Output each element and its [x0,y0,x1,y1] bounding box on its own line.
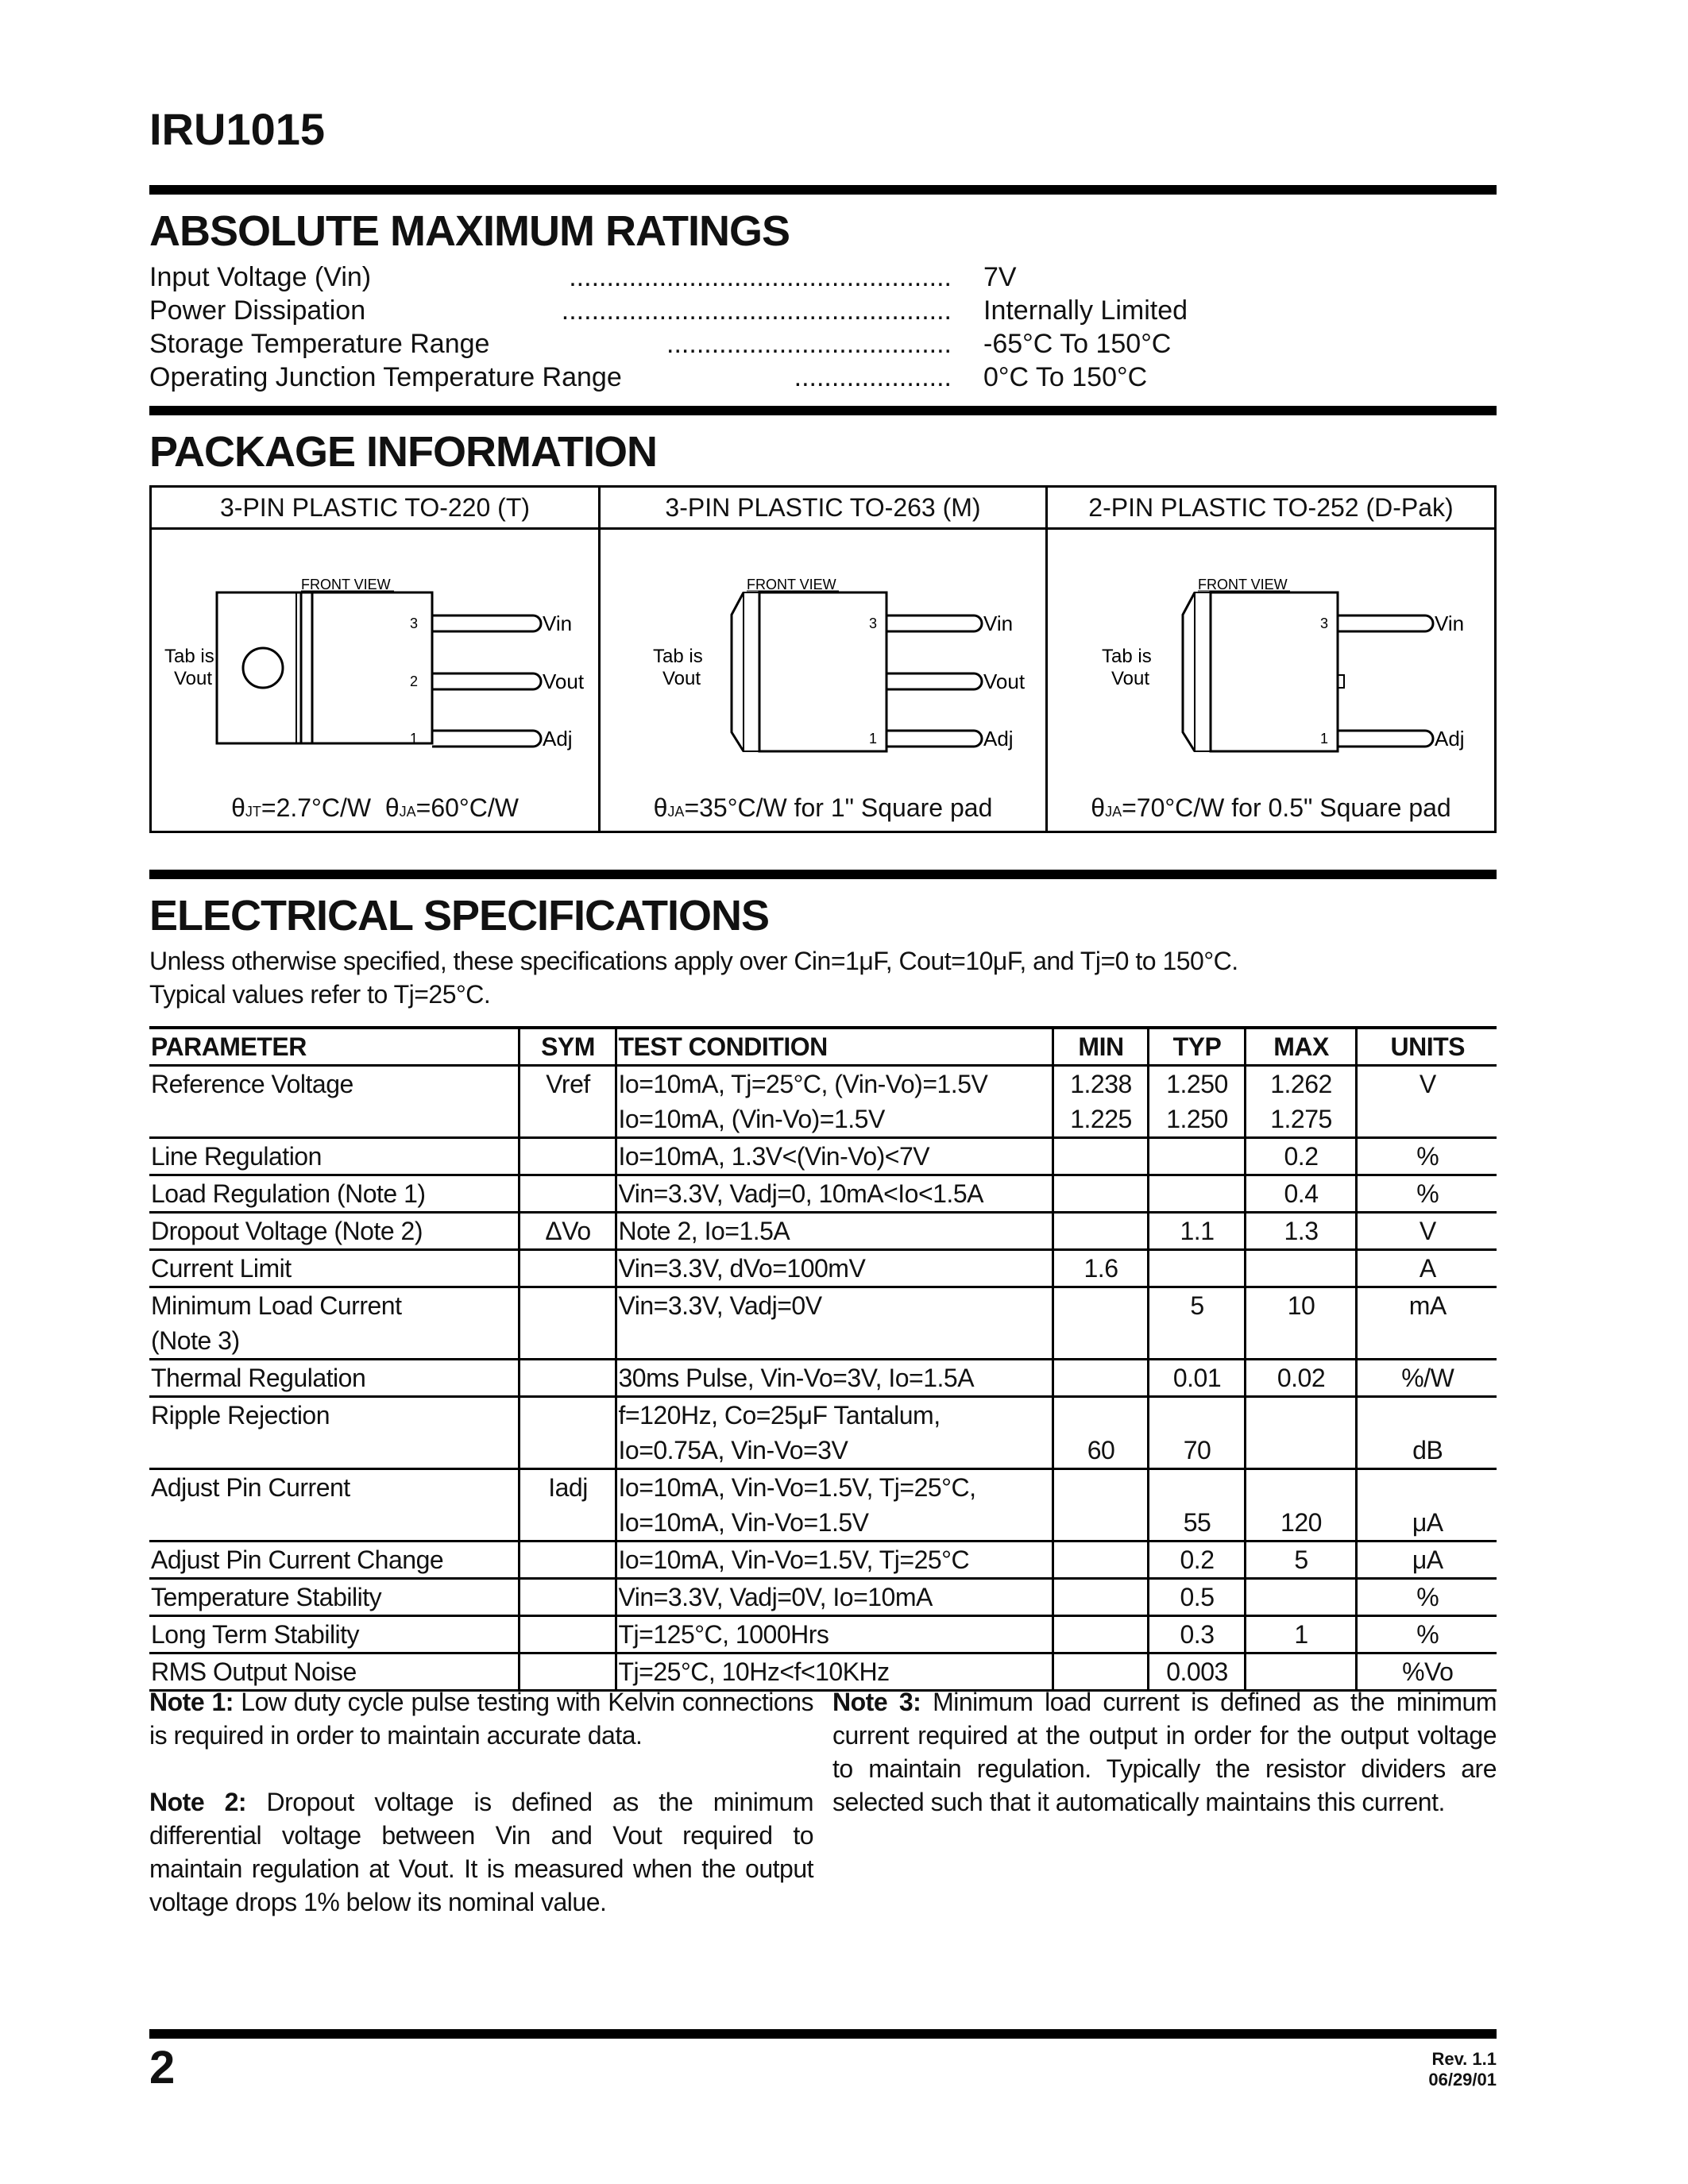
page-number: 2 [149,2042,176,2093]
spec-min: 60 [1053,1433,1148,1469]
footer-rule [149,2029,1497,2039]
tab-label: Tab is [653,646,703,667]
col-header-parameter: PARAMETER [149,1028,519,1066]
spec-units [1356,1323,1497,1360]
spec-symbol [519,1616,616,1653]
spec-units: % [1356,1579,1497,1616]
to263-drawing [601,535,1045,774]
spec-typ: 0.3 [1148,1616,1245,1653]
spec-test-condition: Io=10mA, Vin-Vo=1.5V [616,1505,1053,1542]
package-to252 [1048,488,1494,831]
table-row [149,1175,1497,1213]
abs-max-value: Internally Limited [983,295,1188,326]
spec-min [1053,1616,1148,1653]
spec-test-condition: f=120Hz, Co=25μF Tantalum, [616,1397,1053,1433]
spec-symbol [519,1287,616,1324]
package-to263 [601,488,1045,831]
theta-symbol: θ [231,793,245,822]
table-row [149,1102,1497,1138]
abs-max-value: 0°C To 150°C [983,362,1148,392]
spec-table-body [149,1066,1497,1691]
electrical-spec-title: ELECTRICAL SPECIFICATIONS [149,892,770,940]
pin-number: 1 [410,731,419,747]
spec-min [1053,1397,1148,1433]
header-rule [149,185,1497,195]
note-3 [832,1685,1497,1819]
front-view-label: FRONT VIEW [1198,577,1288,592]
spec-symbol [519,1360,616,1397]
spec-typ [1148,1250,1245,1287]
pin-label-vout: Vout [543,669,585,693]
pin-number: 3 [869,615,878,631]
pin-number: 2 [410,673,419,689]
note-label: Note 1: [149,1688,234,1716]
spec-typ: 0.2 [1148,1542,1245,1579]
abs-max-value: 7V [983,262,1017,292]
note-2 [149,1785,813,1919]
theta-subscript: JA [667,804,685,820]
table-header-row [149,1028,1497,1066]
spec-parameter: Temperature Stability [149,1579,519,1616]
spec-max: 1.3 [1245,1213,1356,1250]
table-row [149,1250,1497,1287]
spec-typ [1148,1175,1245,1213]
theta-subscript: JA [1105,804,1122,820]
spec-parameter [149,1505,519,1542]
table-row [149,1323,1497,1360]
front-view-label: FRONT VIEW [747,577,836,592]
spec-min [1053,1360,1148,1397]
col-header-units: UNITS [1356,1028,1497,1066]
abs-max-label: Storage Temperature Range [149,329,490,359]
spec-typ: 0.5 [1148,1579,1245,1616]
to252-drawing [1048,535,1494,774]
spec-symbol [519,1138,616,1175]
table-row [149,1433,1497,1469]
spec-test-condition: Vin=3.3V, dVo=100mV [616,1250,1053,1287]
section-rule [149,870,1497,879]
abs-max-label: Input Voltage (Vin) [149,262,372,292]
spec-units: %Vo [1356,1653,1497,1691]
abs-max-row [149,362,1261,396]
table-row [149,1138,1497,1175]
tab-label: Tab is [1102,646,1152,667]
spec-typ [1148,1469,1245,1506]
table-row [149,1360,1497,1397]
spec-parameter: Adjust Pin Current Change [149,1542,519,1579]
spec-min: 1.225 [1053,1102,1148,1138]
theta-symbol: θ [653,793,668,822]
spec-symbol: ΔVo [519,1213,616,1250]
spec-max: 1 [1245,1616,1356,1653]
spec-units: dB [1356,1433,1497,1469]
spec-units: μA [1356,1542,1497,1579]
tab-label: Vout [1111,668,1150,689]
col-header-typ: TYP [1148,1028,1245,1066]
spec-min [1053,1287,1148,1324]
spec-parameter [149,1433,519,1469]
thermal-resistance [1048,793,1494,823]
part-number-title: IRU1015 [149,104,326,154]
spec-parameter: RMS Output Noise [149,1653,519,1691]
spec-parameter: Long Term Stability [149,1616,519,1653]
spec-min: 1.238 [1053,1066,1148,1102]
spec-parameter: Dropout Voltage (Note 2) [149,1213,519,1250]
package-header: 3-PIN PLASTIC TO-263 (M) [601,488,1045,530]
spec-test-condition: Vin=3.3V, Vadj=0V [616,1287,1053,1324]
pin-label-vin: Vin [983,612,1014,635]
col-header-max: MAX [1245,1028,1356,1066]
col-header-sym: SYM [519,1028,616,1066]
spec-typ: 1.250 [1148,1066,1245,1102]
spec-typ: 0.003 [1148,1653,1245,1691]
tab-label: Vout [174,668,213,689]
spec-symbol [519,1505,616,1542]
spec-units: V [1356,1213,1497,1250]
theta-value: =60°C/W [415,793,519,822]
theta-value: =70°C/W for 0.5" Square pad [1122,793,1451,822]
spec-typ [1148,1138,1245,1175]
spec-max: 0.02 [1245,1360,1356,1397]
revision: Rev. 1.1 [1431,2049,1497,2069]
pin-label-vin: Vin [1435,612,1465,635]
note-text: Minimum load current is defined as the minimum current required at the output in order for the output voltage to maintain regulation. Typically the resistor dividers are selected such that it automatically maintains this current. [832,1688,1497,1816]
spec-min [1053,1175,1148,1213]
spec-typ [1148,1397,1245,1433]
spec-test-condition: Tj=25°C, 10Hz<f<10KHz [616,1653,1053,1691]
spec-symbol [519,1323,616,1360]
spec-typ: 1.1 [1148,1213,1245,1250]
abs-max-title: ABSOLUTE MAXIMUM RATINGS [149,207,790,255]
tab-label: Tab is [164,646,214,667]
spec-max [1245,1397,1356,1433]
spec-max [1245,1469,1356,1506]
table-row [149,1616,1497,1653]
col-header-min: MIN [1053,1028,1148,1066]
spec-symbol [519,1102,616,1138]
abs-max-label: Operating Junction Temperature Range [149,362,622,392]
to220-drawing [152,535,598,774]
pin-number: 3 [1320,615,1329,631]
section-rule [149,406,1497,415]
spec-symbol [519,1433,616,1469]
spec-max: 0.4 [1245,1175,1356,1213]
table-row [149,1505,1497,1542]
electrical-spec-table [149,1026,1497,1692]
spec-test-condition [616,1323,1053,1360]
spec-test-condition: Io=10mA, (Vin-Vo)=1.5V [616,1102,1053,1138]
spec-max: 10 [1245,1287,1356,1324]
spec-parameter: Load Regulation (Note 1) [149,1175,519,1213]
spec-typ: 0.01 [1148,1360,1245,1397]
table-row [149,1579,1497,1616]
spec-test-condition: Io=10mA, Vin-Vo=1.5V, Tj=25°C [616,1542,1053,1579]
spec-units [1356,1397,1497,1433]
note-1 [149,1685,813,1752]
pin-number: 1 [869,731,878,747]
spec-symbol [519,1542,616,1579]
dot-leader: .................................................... [561,295,952,326]
spec-typ: 70 [1148,1433,1245,1469]
spec-test-condition: Io=10mA, Tj=25°C, (Vin-Vo)=1.5V [616,1066,1053,1102]
dot-leader: ..................... [794,362,952,392]
package-table [149,485,1497,833]
spec-min [1053,1542,1148,1579]
spec-symbol: Iadj [519,1469,616,1506]
thermal-resistance [152,793,598,823]
spec-test-condition: Io=0.75A, Vin-Vo=3V [616,1433,1053,1469]
spec-intro-line: Typical values refer to Tj=25°C. [149,980,491,1009]
pin-label-adj: Adj [543,727,573,751]
spec-test-condition: 30ms Pulse, Vin-Vo=3V, Io=1.5A [616,1360,1053,1397]
dot-leader: ...................................... [666,329,952,359]
spec-test-condition: Vin=3.3V, Vadj=0, 10mA<Io<1.5A [616,1175,1053,1213]
spec-units: % [1356,1138,1497,1175]
spec-units: mA [1356,1287,1497,1324]
pin-number: 1 [1320,731,1329,747]
spec-max: 1.262 [1245,1066,1356,1102]
spec-parameter: Adjust Pin Current [151,1473,350,1502]
spec-parameter: Reference Voltage [151,1070,353,1098]
spec-max [1245,1323,1356,1360]
spec-units: A [1356,1250,1497,1287]
spec-parameter: Line Regulation [149,1138,519,1175]
spec-symbol [519,1175,616,1213]
spec-parameter [149,1102,519,1138]
spec-symbol [519,1579,616,1616]
abs-max-label: Power Dissipation [149,295,366,326]
spec-units [1356,1102,1497,1138]
package-info-title: PACKAGE INFORMATION [149,428,657,476]
table-row [149,1213,1497,1250]
spec-max [1245,1579,1356,1616]
package-header: 3-PIN PLASTIC TO-220 (T) [152,488,598,530]
pin-label-vin: Vin [543,612,573,635]
spec-max: 120 [1245,1505,1356,1542]
abs-max-row [149,262,1261,295]
spec-parameter: Current Limit [149,1250,519,1287]
abs-max-row [149,295,1261,329]
spec-units: % [1356,1616,1497,1653]
spec-max [1245,1250,1356,1287]
col-header-test: TEST CONDITION [616,1028,1053,1066]
spec-min [1053,1579,1148,1616]
spec-min [1053,1213,1148,1250]
spec-units: μA [1356,1505,1497,1542]
spec-units: % [1356,1175,1497,1213]
spec-typ: 1.250 [1148,1102,1245,1138]
table-row [149,1469,1497,1506]
spec-typ [1148,1323,1245,1360]
revision-block [1428,2049,1497,2090]
spec-typ: 5 [1148,1287,1245,1324]
pin-label-adj: Adj [983,727,1014,751]
spec-max: 5 [1245,1542,1356,1579]
spec-min [1053,1469,1148,1506]
spec-parameter: Minimum Load Current [151,1291,402,1320]
theta-subscript: JT [245,804,261,820]
revision-date: 06/29/01 [1428,2070,1497,2089]
front-view-label: FRONT VIEW [301,577,391,592]
spec-intro-line: Unless otherwise specified, these specifications apply over Cin=1μF, Cout=10μF, and Tj=0 to 150°C. [149,947,1238,975]
tab-label: Vout [662,668,701,689]
pin-label-adj: Adj [1435,727,1465,751]
spec-parameter: Ripple Rejection [151,1401,330,1430]
spec-min [1053,1323,1148,1360]
spec-max [1245,1433,1356,1469]
theta-symbol: θ [384,793,400,822]
abs-max-row [149,329,1261,362]
spec-test-condition: Io=10mA, Vin-Vo=1.5V, Tj=25°C, [616,1469,1053,1506]
theta-symbol: θ [1091,793,1106,822]
table-row [149,1542,1497,1579]
spec-test-condition: Note 2, Io=1.5A [616,1213,1053,1250]
theta-subscript: JA [399,804,416,820]
table-row [149,1066,1497,1102]
spec-symbol: Vref [519,1066,616,1102]
spec-min [1053,1505,1148,1542]
spec-symbol [519,1397,616,1433]
spec-max: 0.2 [1245,1138,1356,1175]
spec-min: 1.6 [1053,1250,1148,1287]
spec-test-condition: Io=10mA, 1.3V<(Vin-Vo)<7V [616,1138,1053,1175]
spec-max: 1.275 [1245,1102,1356,1138]
spec-test-condition: Vin=3.3V, Vadj=0V, Io=10mA [616,1579,1053,1616]
spec-typ: 55 [1148,1505,1245,1542]
spec-test-condition: Tj=125°C, 1000Hrs [616,1616,1053,1653]
spec-units: %/W [1356,1360,1497,1397]
spec-units: V [1356,1066,1497,1102]
package-to220 [152,488,598,831]
theta-value: =35°C/W for 1" Square pad [684,793,993,822]
table-row [149,1287,1497,1324]
spec-parameter: Thermal Regulation [149,1360,519,1397]
pin-label-vout: Vout [983,669,1026,693]
note-text: Dropout voltage is defined as the minimum differential voltage between Vin and Vout required to maintain regulation at Vout. It is measured when the output voltage drops 1% below its nominal value. [149,1788,813,1916]
note-text: Low duty cycle pulse testing with Kelvin connections is required in order to maintain accurate data. [149,1688,814,1750]
thermal-resistance [601,793,1045,823]
dot-leader: ................................................... [569,262,952,292]
table-row [149,1397,1497,1433]
spec-symbol [519,1250,616,1287]
theta-value: =2.7°C/W [261,793,372,822]
abs-max-value: -65°C To 150°C [983,329,1172,359]
package-header: 2-PIN PLASTIC TO-252 (D-Pak) [1048,488,1494,530]
pin-number: 3 [410,615,419,631]
note-label: Note 3: [832,1688,921,1716]
note-label: Note 2: [149,1788,247,1816]
spec-units [1356,1469,1497,1506]
spec-min [1053,1138,1148,1175]
spec-parameter: (Note 3) [149,1323,519,1360]
